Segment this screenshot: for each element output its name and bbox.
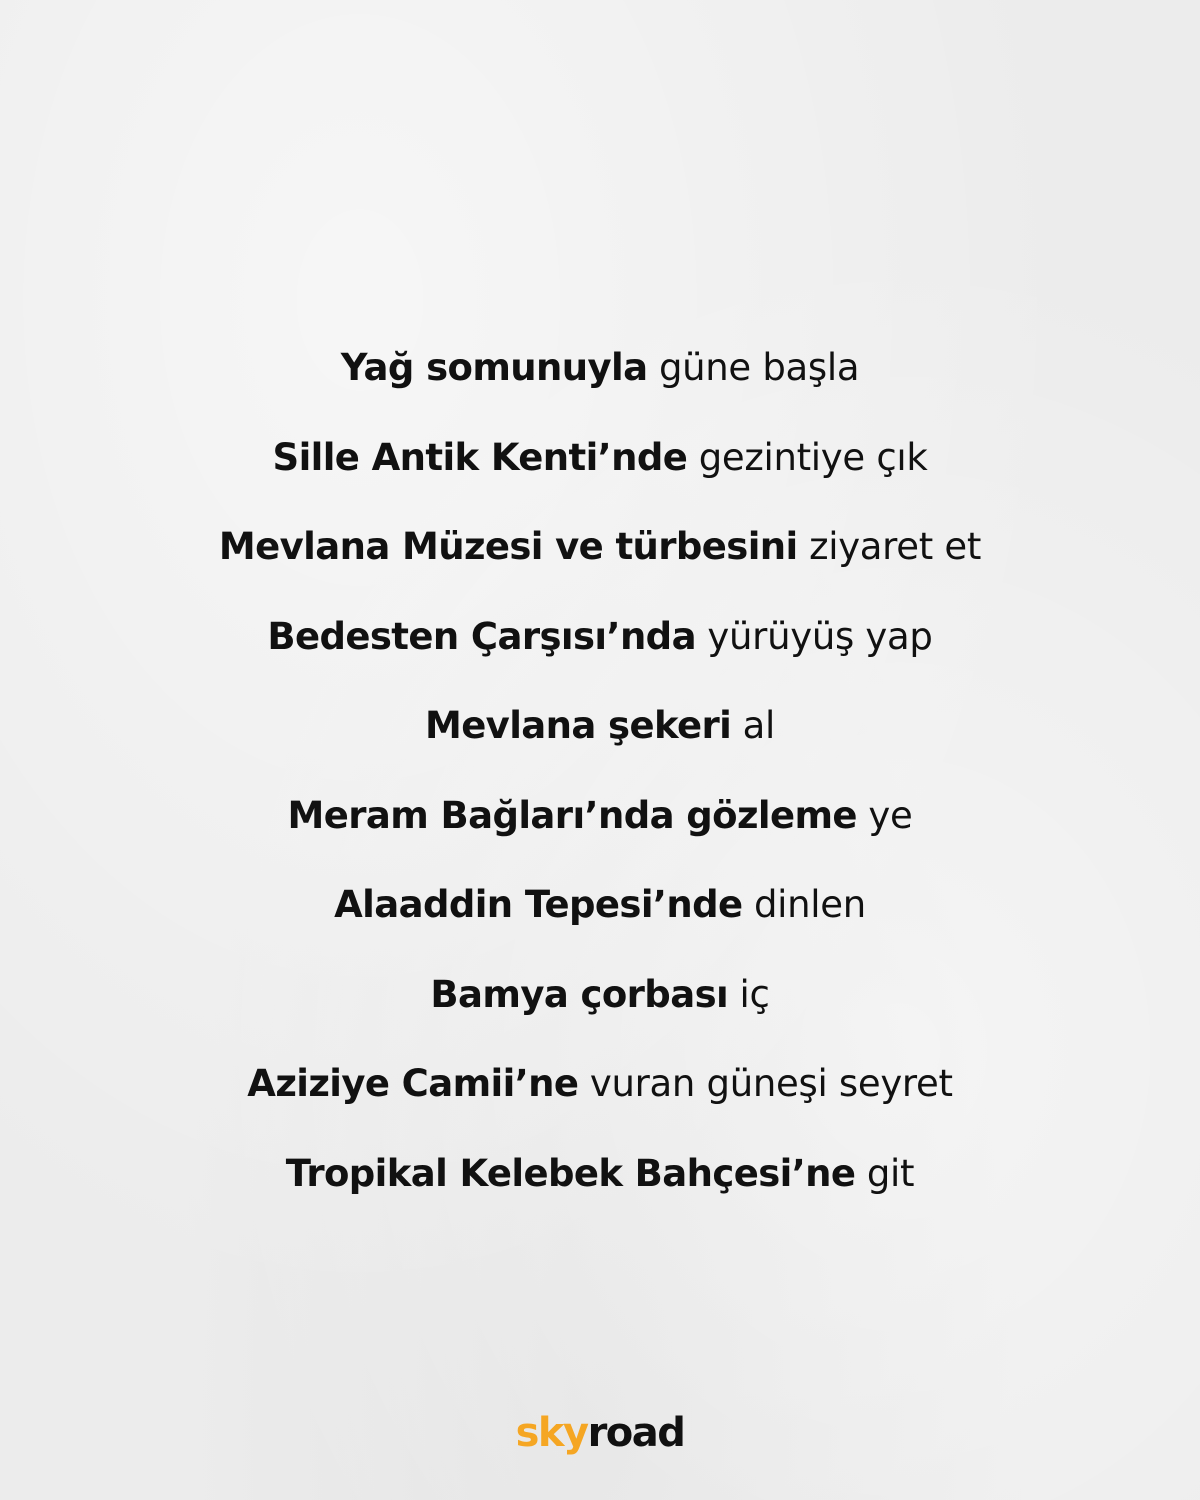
activity-text: ziyaret et [809, 525, 982, 568]
place-name: Sille Antik Kenti’nde [272, 435, 688, 479]
list-item [0, 1147, 1200, 1237]
activity-text: gezintiye çık [698, 435, 928, 479]
place-name: Bedesten Çarşısı’nda [267, 614, 696, 658]
place-name: Aziziye Camii’ne [247, 1062, 579, 1105]
place-name: Mevlana şekeri [424, 704, 732, 747]
bucket-list [0, 341, 1200, 1236]
activity-text: dinlen [753, 883, 866, 926]
logo-part-road: road [587, 1410, 685, 1456]
activity-text: al [742, 704, 776, 747]
list-item [0, 878, 1200, 968]
activity-text: yürüyüş yap [707, 614, 933, 658]
list-item [0, 341, 1200, 431]
list-item [0, 431, 1200, 521]
activity-text: ye [868, 793, 913, 837]
list-item [0, 520, 1200, 610]
list-item [0, 610, 1200, 700]
list-item [0, 1057, 1200, 1147]
list-item [0, 789, 1200, 879]
place-name: Mevlana Müzesi ve türbesini [218, 525, 798, 568]
place-name: Tropikal Kelebek Bahçesi’ne [285, 1151, 856, 1195]
logo-part-sky: sky [515, 1410, 588, 1456]
activity-text: güne başla [658, 346, 860, 389]
skyroad-logo [0, 1410, 1200, 1456]
activity-text: vuran güneşi seyret [589, 1062, 953, 1105]
activity-text: iç [739, 972, 770, 1016]
place-name: Yağ somunuyla [340, 346, 648, 389]
list-item [0, 699, 1200, 789]
place-name: Alaaddin Tepesi’nde [334, 883, 743, 926]
activity-text: git [866, 1151, 915, 1195]
list-item [0, 968, 1200, 1058]
place-name: Bamya çorbası [430, 972, 729, 1016]
place-name: Meram Bağları’nda gözleme [287, 793, 857, 837]
